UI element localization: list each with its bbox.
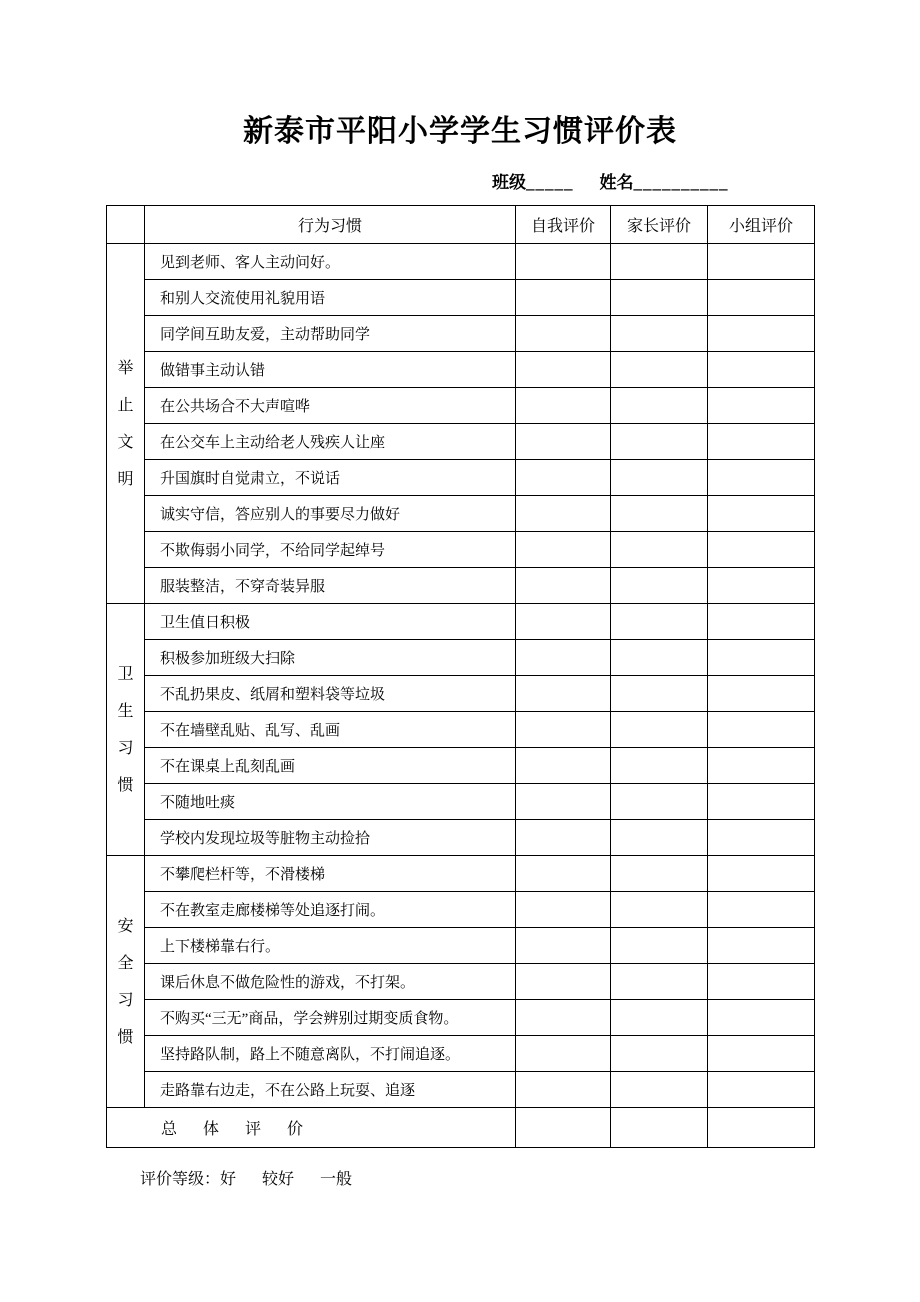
overall-eval-row	[107, 1108, 815, 1148]
behavior-cell: 服装整洁，不穿奇装异服	[145, 568, 516, 604]
table-row	[107, 424, 815, 460]
table-row	[107, 604, 815, 640]
team-eval-cell[interactable]	[708, 388, 815, 424]
header-parent-eval: 家长评价	[611, 206, 708, 244]
self-eval-cell[interactable]	[516, 784, 611, 820]
team-eval-cell[interactable]	[708, 1036, 815, 1072]
behavior-cell: 不购买“三无”商品，学会辨别过期变质食物。	[145, 1000, 516, 1036]
table-row	[107, 856, 815, 892]
header-behavior: 行为习惯	[145, 206, 516, 244]
self-eval-cell[interactable]	[516, 856, 611, 892]
team-eval-cell[interactable]	[708, 568, 815, 604]
header-self-eval: 自我评价	[516, 206, 611, 244]
parent-eval-cell[interactable]	[611, 568, 708, 604]
self-eval-cell[interactable]	[516, 1000, 611, 1036]
self-eval-cell[interactable]	[516, 1072, 611, 1108]
behavior-cell: 不在教室走廊楼梯等处追逐打闹。	[145, 892, 516, 928]
table-row	[107, 388, 815, 424]
header-category	[107, 206, 145, 244]
parent-eval-cell[interactable]	[611, 784, 708, 820]
parent-eval-cell[interactable]	[611, 388, 708, 424]
table-row	[107, 964, 815, 1000]
class-blank-line[interactable]: _____	[526, 173, 574, 192]
behavior-cell: 课后休息不做危险性的游戏，不打架。	[145, 964, 516, 1000]
parent-eval-cell[interactable]	[611, 244, 708, 280]
behavior-cell: 在公交车上主动给老人残疾人让座	[145, 424, 516, 460]
behavior-cell: 在公共场合不大声喧哗	[145, 388, 516, 424]
self-eval-cell[interactable]	[516, 1108, 611, 1148]
table-row	[107, 748, 815, 784]
team-eval-cell[interactable]	[708, 316, 815, 352]
table-row	[107, 352, 815, 388]
self-eval-cell[interactable]	[516, 388, 611, 424]
class-label: 班级	[492, 173, 526, 192]
self-eval-cell[interactable]	[516, 568, 611, 604]
parent-eval-cell[interactable]	[611, 928, 708, 964]
behavior-cell: 积极参加班级大扫除	[145, 640, 516, 676]
team-eval-cell[interactable]	[708, 424, 815, 460]
section-label-char: 习	[117, 739, 134, 757]
behavior-cell: 卫生值日积极	[145, 604, 516, 640]
behavior-cell: 上下楼梯靠右行。	[145, 928, 516, 964]
parent-eval-cell[interactable]	[611, 640, 708, 676]
section-label-char: 止	[117, 396, 134, 414]
parent-eval-cell[interactable]	[611, 964, 708, 1000]
section-label-char: 惯	[117, 776, 134, 794]
section-label-char: 卫	[117, 665, 134, 683]
self-eval-cell[interactable]	[516, 424, 611, 460]
table-row	[107, 460, 815, 496]
table-row	[107, 820, 815, 856]
section-label-safety	[107, 856, 145, 1108]
table-row	[107, 712, 815, 748]
parent-eval-cell[interactable]	[611, 1000, 708, 1036]
behavior-cell: 和别人交流使用礼貌用语	[145, 280, 516, 316]
parent-eval-cell[interactable]	[611, 748, 708, 784]
parent-eval-cell[interactable]	[611, 1036, 708, 1072]
parent-eval-cell[interactable]	[611, 1072, 708, 1108]
grade-option: 一般	[320, 1171, 353, 1188]
page-title: 新泰市平阳小学学生习惯评价表	[243, 115, 677, 148]
self-eval-cell[interactable]	[516, 928, 611, 964]
table-row	[107, 1072, 815, 1108]
team-eval-cell[interactable]	[708, 1108, 815, 1148]
meta-line	[492, 168, 920, 193]
team-eval-cell[interactable]	[708, 640, 815, 676]
table-row	[107, 640, 815, 676]
self-eval-cell[interactable]	[516, 676, 611, 712]
team-eval-cell[interactable]	[708, 604, 815, 640]
table-row	[107, 1036, 815, 1072]
parent-eval-cell[interactable]	[611, 316, 708, 352]
section-label-char: 文	[117, 433, 134, 451]
behavior-cell: 学校内发现垃圾等脏物主动捡拾	[145, 820, 516, 856]
team-eval-cell[interactable]	[708, 712, 815, 748]
behavior-cell: 见到老师、客人主动问好。	[145, 244, 516, 280]
behavior-cell: 升国旗时自觉肃立，不说话	[145, 460, 516, 496]
team-eval-cell[interactable]	[708, 964, 815, 1000]
team-eval-cell[interactable]	[708, 784, 815, 820]
team-eval-cell[interactable]	[708, 676, 815, 712]
parent-eval-cell[interactable]	[611, 820, 708, 856]
parent-eval-cell[interactable]	[611, 712, 708, 748]
behavior-cell: 做错事主动认错	[145, 352, 516, 388]
team-eval-cell[interactable]	[708, 280, 815, 316]
section-label-char: 明	[117, 470, 134, 488]
table-row	[107, 316, 815, 352]
parent-eval-cell[interactable]	[611, 496, 708, 532]
table-row	[107, 244, 815, 280]
table-row	[107, 1000, 815, 1036]
habit-evaluation-table	[106, 205, 815, 1148]
self-eval-cell[interactable]	[516, 496, 611, 532]
team-eval-cell[interactable]	[708, 1000, 815, 1036]
table-row	[107, 280, 815, 316]
self-eval-cell[interactable]	[516, 748, 611, 784]
team-eval-cell[interactable]	[708, 244, 815, 280]
section-label-hygiene	[107, 604, 145, 856]
team-eval-cell[interactable]	[708, 532, 815, 568]
self-eval-cell[interactable]	[516, 604, 611, 640]
team-eval-cell[interactable]	[708, 460, 815, 496]
grade-legend-label: 评价等级：	[140, 1171, 221, 1188]
self-eval-cell[interactable]	[516, 712, 611, 748]
team-eval-cell[interactable]	[708, 352, 815, 388]
self-eval-cell[interactable]	[516, 532, 611, 568]
behavior-cell: 不欺侮弱小同学，不给同学起绰号	[145, 532, 516, 568]
team-eval-cell[interactable]	[708, 820, 815, 856]
team-eval-cell[interactable]	[708, 1072, 815, 1108]
self-eval-cell[interactable]	[516, 640, 611, 676]
self-eval-cell[interactable]	[516, 460, 611, 496]
parent-eval-cell[interactable]	[611, 280, 708, 316]
behavior-cell: 诚实守信，答应别人的事要尽力做好	[145, 496, 516, 532]
self-eval-cell[interactable]	[516, 316, 611, 352]
behavior-cell: 不乱扔果皮、纸屑和塑料袋等垃圾	[145, 676, 516, 712]
parent-eval-cell[interactable]	[611, 424, 708, 460]
parent-eval-cell[interactable]	[611, 856, 708, 892]
table-row	[107, 676, 815, 712]
grade-option: 好	[220, 1171, 237, 1188]
table-row	[107, 496, 815, 532]
table-row	[107, 532, 815, 568]
parent-eval-cell[interactable]	[611, 532, 708, 568]
name-label: 姓名	[599, 173, 634, 192]
overall-eval-label: 总体评价	[107, 1108, 516, 1148]
behavior-cell: 不在墙壁乱贴、乱写、乱画	[145, 712, 516, 748]
section-label-char: 习	[117, 991, 134, 1009]
behavior-cell: 不随地吐痰	[145, 784, 516, 820]
header-team-eval: 小组评价	[708, 206, 815, 244]
name-blank-line[interactable]: __________	[633, 173, 729, 192]
team-eval-cell[interactable]	[708, 748, 815, 784]
self-eval-cell[interactable]	[516, 820, 611, 856]
section-label-char: 全	[117, 954, 134, 972]
behavior-cell: 不在课桌上乱刻乱画	[145, 748, 516, 784]
parent-eval-cell[interactable]	[611, 352, 708, 388]
self-eval-cell[interactable]	[516, 352, 611, 388]
behavior-cell: 走路靠右边走，不在公路上玩耍、追逐	[145, 1072, 516, 1108]
table-row	[107, 784, 815, 820]
section-label-char: 惯	[117, 1028, 134, 1046]
team-eval-cell[interactable]	[708, 892, 815, 928]
grade-option: 较好	[262, 1171, 295, 1188]
behavior-cell: 坚持路队制，路上不随意离队，不打闹追逐。	[145, 1036, 516, 1072]
grade-legend	[140, 1166, 920, 1189]
section-label-char: 生	[117, 702, 134, 720]
self-eval-cell[interactable]	[516, 1036, 611, 1072]
self-eval-cell[interactable]	[516, 964, 611, 1000]
team-eval-cell[interactable]	[708, 496, 815, 532]
parent-eval-cell[interactable]	[611, 460, 708, 496]
self-eval-cell[interactable]	[516, 892, 611, 928]
table-row	[107, 928, 815, 964]
behavior-cell: 不攀爬栏杆等，不滑楼梯	[145, 856, 516, 892]
self-eval-cell[interactable]	[516, 280, 611, 316]
section-label-char: 安	[117, 917, 134, 935]
team-eval-cell[interactable]	[708, 928, 815, 964]
team-eval-cell[interactable]	[708, 856, 815, 892]
table-row	[107, 892, 815, 928]
self-eval-cell[interactable]	[516, 244, 611, 280]
section-label-char: 举	[117, 359, 134, 377]
parent-eval-cell[interactable]	[611, 1108, 708, 1148]
parent-eval-cell[interactable]	[611, 892, 708, 928]
table-row	[107, 568, 815, 604]
section-label-manners	[107, 244, 145, 604]
behavior-cell: 同学间互助友爱，主动帮助同学	[145, 316, 516, 352]
parent-eval-cell[interactable]	[611, 676, 708, 712]
table-header-row	[107, 206, 815, 244]
parent-eval-cell[interactable]	[611, 604, 708, 640]
